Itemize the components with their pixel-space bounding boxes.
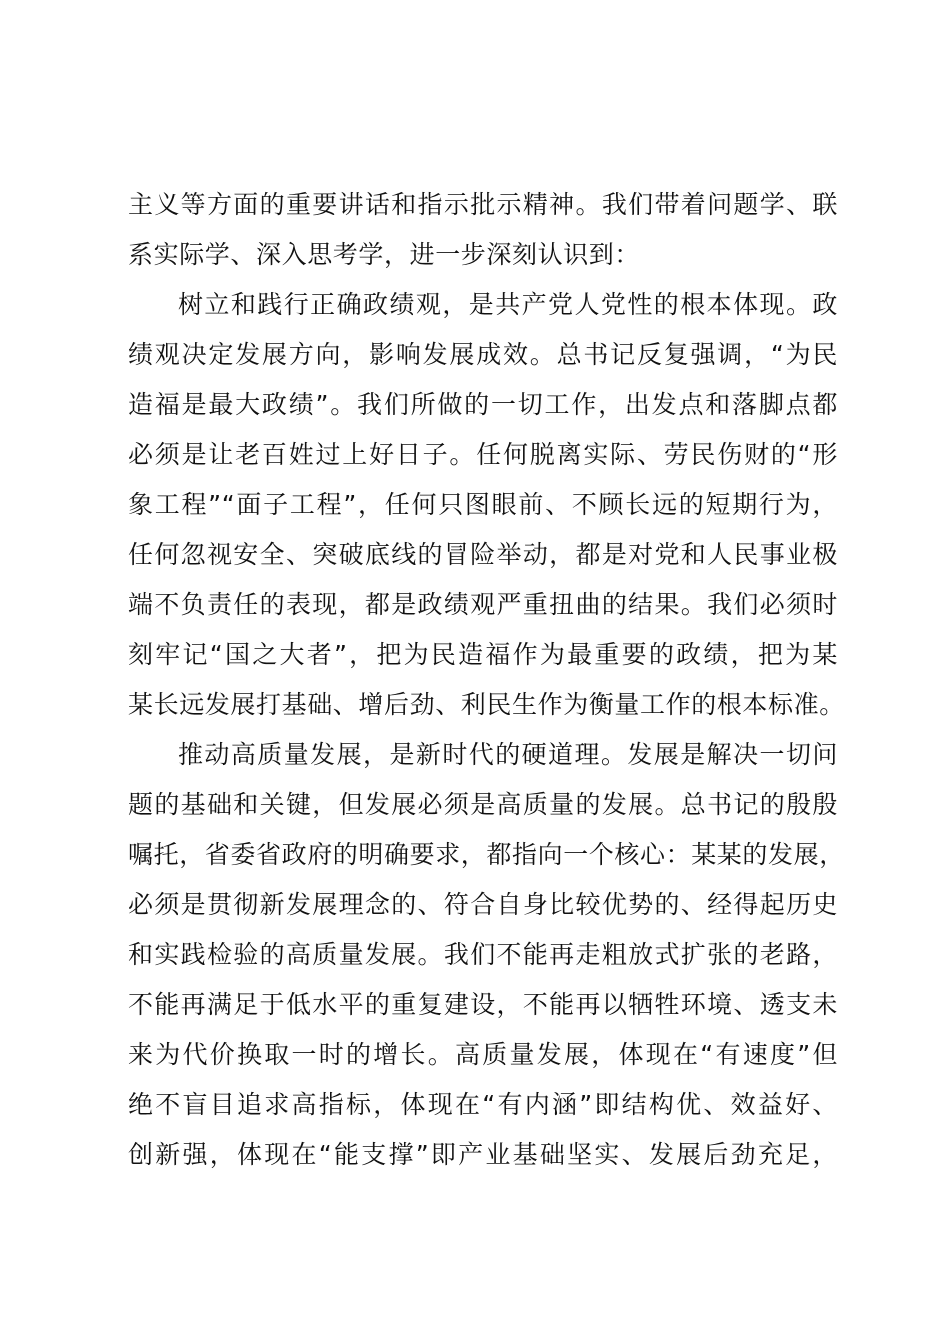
text-line: 绩观决定发展方向，影响发展成效。总书记反复强调，“为民 (128, 340, 838, 369)
text-line: 绝不盲目追求高指标，体现在“有内涵”即结构优、效益好、 (128, 1090, 838, 1119)
text-line: 系实际学、深入思考学，进一步深刻认识到： (128, 240, 641, 269)
text-line: 端不负责任的表现，都是政绩观严重扭曲的结果。我们必须时 (128, 590, 838, 619)
text-line: 某长远发展打基础、增后劲、利民生作为衡量工作的根本标准。 (128, 690, 845, 719)
text-line: 来为代价换取一时的增长。高质量发展，体现在“有速度”但 (128, 1040, 838, 1069)
text-line: 造福是最大政绩”。我们所做的一切工作，出发点和落脚点都 (128, 390, 838, 419)
text-line: 主义等方面的重要讲话和指示批示精神。我们带着问题学、联 (128, 190, 838, 219)
text-line: 不能再满足于低水平的重复建设，不能再以牺牲环境、透支未 (128, 990, 838, 1019)
text-line: 嘱托，省委省政府的明确要求，都指向一个核心：某某的发展， (128, 840, 845, 869)
paragraph-first-line: 推动高质量发展，是新时代的硬道理。发展是解决一切问 (178, 740, 838, 769)
text-line: 必须是贯彻新发展理念的、符合自身比较优势的、经得起历史 (128, 890, 838, 919)
text-line: 题的基础和关键，但发展必须是高质量的发展。总书记的殷殷 (128, 790, 838, 819)
text-line: 和实践检验的高质量发展。我们不能再走粗放式扩张的老路， (128, 940, 838, 969)
text-line: 必须是让老百姓过上好日子。任何脱离实际、劳民伤财的“形 (128, 440, 838, 469)
text-line: 象工程”“面子工程”，任何只图眼前、不顾长远的短期行为， (128, 490, 838, 519)
text-line: 刻牢记“国之大者”，把为民造福作为最重要的政绩，把为某 (128, 640, 838, 669)
text-line: 创新强，体现在“能支撑”即产业基础坚实、发展后劲充足， (128, 1140, 838, 1169)
text-line: 任何忽视安全、突破底线的冒险举动，都是对党和人民事业极 (128, 540, 838, 569)
paragraph-first-line: 树立和践行正确政绩观，是共产党人党性的根本体现。政 (178, 290, 838, 319)
